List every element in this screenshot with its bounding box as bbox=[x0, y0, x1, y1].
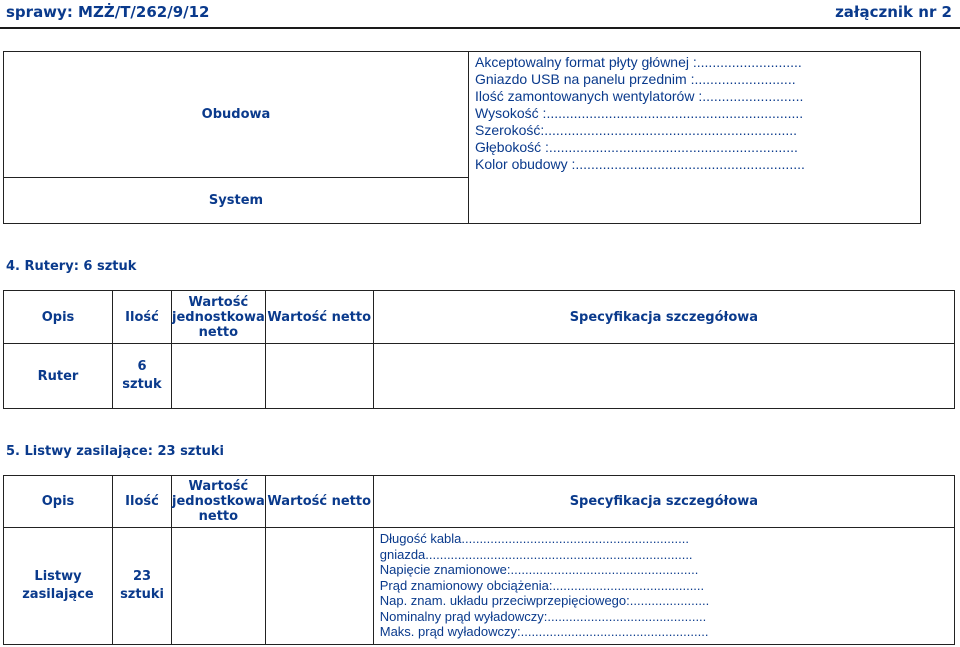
obudowa-spec bbox=[469, 52, 921, 224]
header-line: jednostkowa bbox=[172, 494, 265, 509]
powerstrip-spec bbox=[373, 528, 954, 645]
spec-line: Ilość zamontowanych wentylatorów :.......................... bbox=[475, 88, 804, 104]
system-label: System bbox=[4, 178, 469, 224]
powerstrip-table bbox=[3, 475, 955, 645]
header-line: jednostkowa bbox=[172, 309, 265, 325]
spec-line: Kolor obudowy :........................................................... bbox=[475, 156, 805, 172]
name-line: Listwy bbox=[34, 569, 82, 584]
col-wartosc-jedn bbox=[172, 476, 266, 528]
col-specyfikacja: Specyfikacja szczegółowa bbox=[373, 291, 954, 344]
case-number: sprawy: MZŻ/T/262/9/12 bbox=[6, 3, 210, 21]
router-unit-price[interactable] bbox=[172, 344, 266, 409]
col-wartosc-jedn bbox=[172, 291, 266, 344]
spec-line: Prąd znamionowy obciążenia:.......................................... bbox=[379, 577, 705, 593]
spec-line: Akceptowalny format płyty głównej :........................... bbox=[475, 54, 802, 70]
header-line: Wartość bbox=[188, 294, 249, 310]
name-line: zasilające bbox=[22, 587, 94, 602]
router-qty bbox=[113, 344, 172, 409]
header-line: netto bbox=[198, 324, 239, 340]
col-opis: Opis bbox=[4, 291, 113, 344]
header-line: Wartość bbox=[188, 479, 249, 494]
qty-number: 6 bbox=[137, 359, 147, 374]
router-name: Ruter bbox=[4, 344, 113, 409]
col-opis: Opis bbox=[4, 476, 113, 528]
obudowa-label: Obudowa bbox=[4, 52, 469, 178]
powerstrip-qty bbox=[113, 528, 172, 645]
qty-unit: sztuk bbox=[122, 377, 162, 392]
powerstrip-unit-price[interactable] bbox=[172, 528, 266, 645]
powerstrip-net-value[interactable] bbox=[265, 528, 373, 645]
col-wartosc-netto: Wartość netto bbox=[265, 476, 373, 528]
spec-line: Napięcie znamionowe:.................................................... bbox=[379, 562, 699, 577]
spec-line: Maks. prąd wyładowczy:.................................................... bbox=[379, 624, 709, 639]
spec-line: Nap. znam. układu przeciwprzepięciowego:...................... bbox=[379, 593, 710, 608]
col-specyfikacja: Specyfikacja szczegółowa bbox=[373, 476, 954, 528]
spec-line: Nominalny prąd wyładowczy:............................................ bbox=[379, 608, 707, 624]
spec-line: gniazda.......................................................................... bbox=[379, 546, 693, 562]
spec-line: Głębokość :................................................................ bbox=[475, 139, 798, 155]
section4-title: 4. Rutery: 6 sztuk bbox=[6, 259, 137, 274]
section5-title: 5. Listwy zasilające: 23 sztuki bbox=[6, 444, 224, 459]
router-table bbox=[3, 290, 955, 409]
case-table bbox=[3, 51, 921, 224]
spec-line: Gniazdo USB na panelu przednim :.......................... bbox=[475, 71, 796, 87]
col-ilosc: Ilość bbox=[113, 291, 172, 344]
header-rule bbox=[0, 27, 960, 29]
router-net-value[interactable] bbox=[265, 344, 373, 409]
qty-unit: sztuki bbox=[120, 587, 164, 602]
spec-line: Długość kabla............................................................... bbox=[379, 531, 689, 546]
router-spec[interactable] bbox=[373, 344, 954, 409]
qty-number: 23 bbox=[132, 569, 152, 584]
powerstrip-name bbox=[4, 528, 113, 645]
col-ilosc: Ilość bbox=[113, 476, 172, 528]
attachment-label: załącznik nr 2 bbox=[835, 3, 952, 21]
col-wartosc-netto: Wartość netto bbox=[265, 291, 373, 344]
spec-line: Wysokość :.................................................................. bbox=[475, 105, 804, 121]
spec-line: Szerokość:................................................................. bbox=[475, 122, 798, 138]
header-line: netto bbox=[198, 509, 239, 524]
